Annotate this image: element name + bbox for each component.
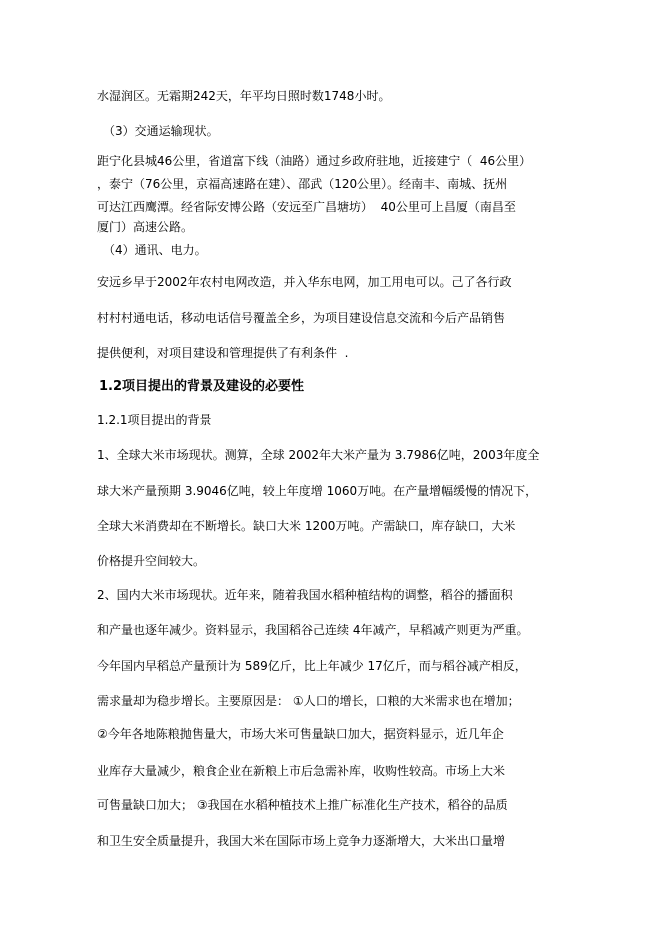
text-line: 村村村通电话，移动电话信号覆盖全乡，为项目建设信息交流和今后产品销售 <box>97 311 506 325</box>
text-line: 厦门）高速公路。 <box>97 220 194 234</box>
text-line: 全球大米消费却在不断增长。缺口大米 1200万吨。产需缺口，库存缺口，大米 <box>97 519 516 533</box>
text-line: 和卫生安全质量提升，我国大米在国际市场上竞争力逐渐增大，大米出口量增 <box>97 834 506 848</box>
text-line: 1、全球大米市场现状。测算，全球 2002年大米产量为 3.7986亿吨，2003年度全 <box>97 448 540 462</box>
text-line: 安远乡早于2002年农村电网改造，并入华东电网，加工用电可以。己了各行政 <box>97 275 512 289</box>
text-line: 需求量却为稳步增长。主要原因是： ①人口的增长，口粮的大米需求也在增加； <box>97 694 520 708</box>
text-line: 和产量也逐年减少。资料显示，我国稻谷己连续 4年减产，早稻减产则更为严重。 <box>97 623 529 637</box>
text-line: 价格提升空间较大。 <box>97 554 206 568</box>
text-line: ，泰宁（76公里，京福高速路在建）、邵武（120公里）。经南丰、南城、抚州 <box>97 177 508 191</box>
text-line: 业库存大量减少，粮食企业在新粮上市后急需补库，收购性较高。市场上大米 <box>97 764 506 778</box>
text-line: 可达江西鹰潭。经省际安博公路（安远至广昌塘坊） 40公里可上昌厦（南昌至 <box>97 200 516 214</box>
text-line: 水湿润区。无霜期242天，年平均日照时数1748小时。 <box>97 89 391 103</box>
section-heading: （4）通讯、电力。 <box>103 243 207 257</box>
chapter-heading: 1.2项目提出的背景及建设的必要性 <box>99 379 305 394</box>
text-line: ②今年各地陈粮抛售量大，市场大米可售量缺口加大，据资料显示，近几年企 <box>97 727 504 741</box>
text-line: 提供便利，对项目建设和管理提供了有利条件 . <box>97 346 349 360</box>
section-heading: （3）交通运输现状。 <box>103 124 219 138</box>
text-line: 可售量缺口加大； ③我国在水稻种植技术上推广标准化生产技术，稻谷的品质 <box>97 798 508 812</box>
text-line: 距宁化县城46公里，省道富下线（油路）通过乡政府驻地，近接建宁（ 46公里） <box>97 154 532 168</box>
subsection-heading: 1.2.1项目提出的背景 <box>97 413 212 427</box>
text-line: 今年国内早稻总产量预计为 589亿斤，比上年减少 17亿斤，而与稻谷减产相反， <box>97 659 527 673</box>
text-line: 2、国内大米市场现状。近年来，随着我国水稻种植结构的调整，稻谷的播面积 <box>97 588 513 602</box>
text-line: 球大米产量预期 3.9046亿吨，较上年度增 1060万吨。在产量增幅缓慢的情况下， <box>97 484 538 498</box>
